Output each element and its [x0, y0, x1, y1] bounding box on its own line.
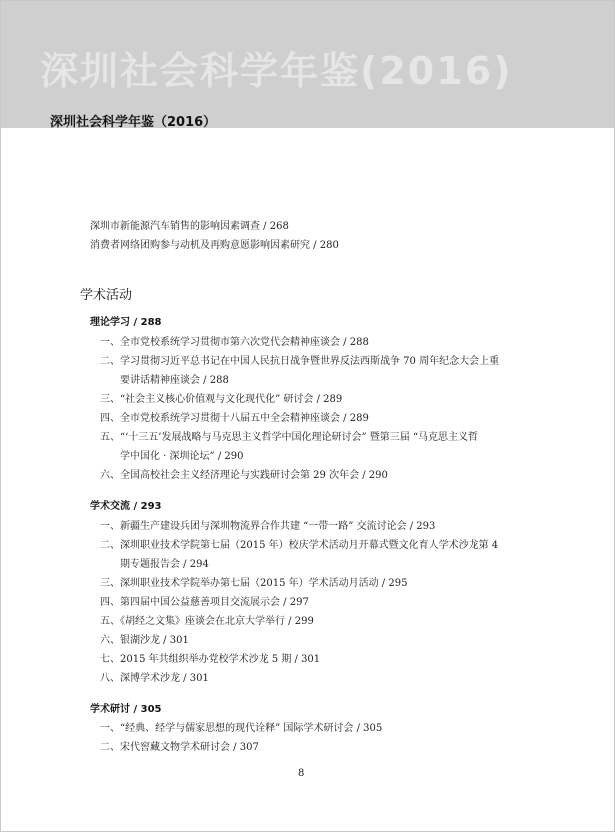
toc-entry[interactable]: 四、第四届中国公益慈善项目交流展示会 / 297 — [100, 597, 309, 608]
section-title: 学术活动 — [80, 288, 133, 303]
toc-entry-continuation[interactable]: 学中国化 · 深圳论坛” / 290 — [120, 451, 244, 462]
toc-entry[interactable]: 六、全国高校社会主义经济理论与实践研讨会第 29 次年会 / 290 — [100, 470, 388, 481]
toc-entry[interactable]: 二、学习贯彻习近平总书记在中国人民抗日战争暨世界反法西斯战争 70 周年纪念大会上重 — [100, 356, 500, 367]
group-heading-academic-exchange[interactable]: 学术交流 / 293 — [90, 501, 162, 512]
toc-entry[interactable]: 深圳市新能源汽车销售的影响因素调查 / 268 — [90, 221, 289, 232]
toc-entry[interactable]: 三、深圳职业技术学院举办第七届（2015 年）学术活动月活动 / 295 — [100, 578, 408, 589]
group-heading-theory-study[interactable]: 理论学习 / 288 — [90, 317, 162, 328]
toc-entry[interactable]: 三、“社会主义核心价值观与文化现代化” 研讨会 / 289 — [100, 394, 343, 405]
toc-entry[interactable]: 五、“‘十三五’发展战略与马克思主义哲学中国化理论研讨会” 暨第三届 “马克思主义哲 — [100, 432, 479, 443]
toc-entry[interactable]: 八、深博学术沙龙 / 301 — [100, 673, 209, 684]
header-watermark: 深圳社会科学年鉴(2016) — [40, 49, 513, 93]
toc-entry-continuation[interactable]: 期专题报告会 / 294 — [120, 559, 209, 570]
toc-entry-continuation[interactable]: 要讲话精神座谈会 / 288 — [120, 375, 229, 386]
toc-entry[interactable]: 五、《胡经之文集》座谈会在北京大学举行 / 299 — [100, 616, 314, 627]
toc-entry[interactable]: 一、全市党校系统学习贯彻市第六次党代会精神座谈会 / 288 — [100, 337, 369, 348]
toc-entry[interactable]: 四、全市党校系统学习贯彻十八届五中全会精神座谈会 / 289 — [100, 413, 369, 424]
running-header-title: 深圳社会科学年鉴（2016） — [50, 115, 217, 130]
toc-entry[interactable]: 消费者网络团购参与动机及再购意愿影响因素研究 / 280 — [90, 240, 339, 251]
toc-entry[interactable]: 一、“经典、经学与儒家思想的现代诠释” 国际学术研讨会 / 305 — [100, 723, 383, 734]
toc-entry[interactable]: 二、宋代窖藏文物学术研讨会 / 307 — [100, 742, 259, 753]
page-number: 8 — [298, 768, 305, 779]
group-heading-academic-seminar[interactable]: 学术研讨 / 305 — [90, 704, 162, 715]
toc-entry[interactable]: 六、银湖沙龙 / 301 — [100, 635, 189, 646]
toc-entry[interactable]: 二、深圳职业技术学院第七届（2015 年）校庆学术活动月开幕式暨文化育人学术沙龙第 4 — [100, 540, 499, 551]
toc-entry[interactable]: 一、新疆生产建设兵团与深圳物流界合作共建 “一带一路” 交流讨论会 / 293 — [100, 521, 436, 532]
toc-entry[interactable]: 七、2015 年共组织举办党校学术沙龙 5 期 / 301 — [100, 654, 321, 665]
